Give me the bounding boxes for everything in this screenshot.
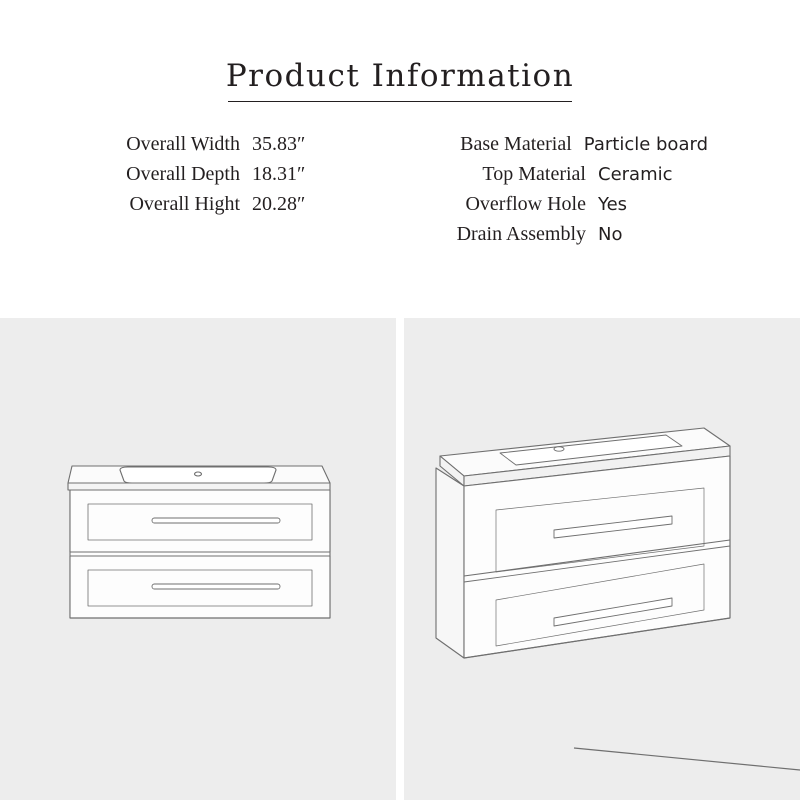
spec-column-dimensions xyxy=(88,133,328,253)
spec-value: No xyxy=(598,224,623,245)
spec-row xyxy=(408,133,708,163)
product-images xyxy=(0,318,800,800)
spec-row xyxy=(88,193,328,223)
spec-row xyxy=(408,163,708,193)
spec-value: Ceramic xyxy=(598,164,673,185)
spec-label: Top Material xyxy=(482,163,586,185)
spec-label: Overall Depth xyxy=(126,163,240,185)
page-title: Product Information xyxy=(225,58,575,94)
spec-row xyxy=(88,163,328,193)
spec-value: 18.31″ xyxy=(252,163,306,185)
spec-value: Yes xyxy=(598,194,628,215)
spec-label: Overall Width xyxy=(126,133,240,155)
spec-label: Overflow Hole xyxy=(465,193,586,215)
vanity-front-view-illustration xyxy=(0,318,396,800)
title-underline xyxy=(228,101,572,102)
spec-label: Overall Hight xyxy=(129,193,240,215)
spec-row xyxy=(408,223,708,253)
spec-table xyxy=(0,133,800,253)
spec-label: Drain Assembly xyxy=(456,223,586,245)
panel-angled-view xyxy=(404,318,800,800)
spec-value: 35.83″ xyxy=(252,133,306,155)
spec-row xyxy=(88,133,328,163)
spec-label: Base Material xyxy=(460,133,572,155)
vanity-angled-view-illustration xyxy=(404,318,800,800)
panel-front-view xyxy=(0,318,396,800)
spec-value: 20.28″ xyxy=(252,193,306,215)
panel-divider xyxy=(396,318,404,800)
header xyxy=(0,0,800,318)
spec-row xyxy=(408,193,708,223)
spec-value: Particle board xyxy=(583,134,708,155)
spec-column-materials xyxy=(408,133,708,253)
